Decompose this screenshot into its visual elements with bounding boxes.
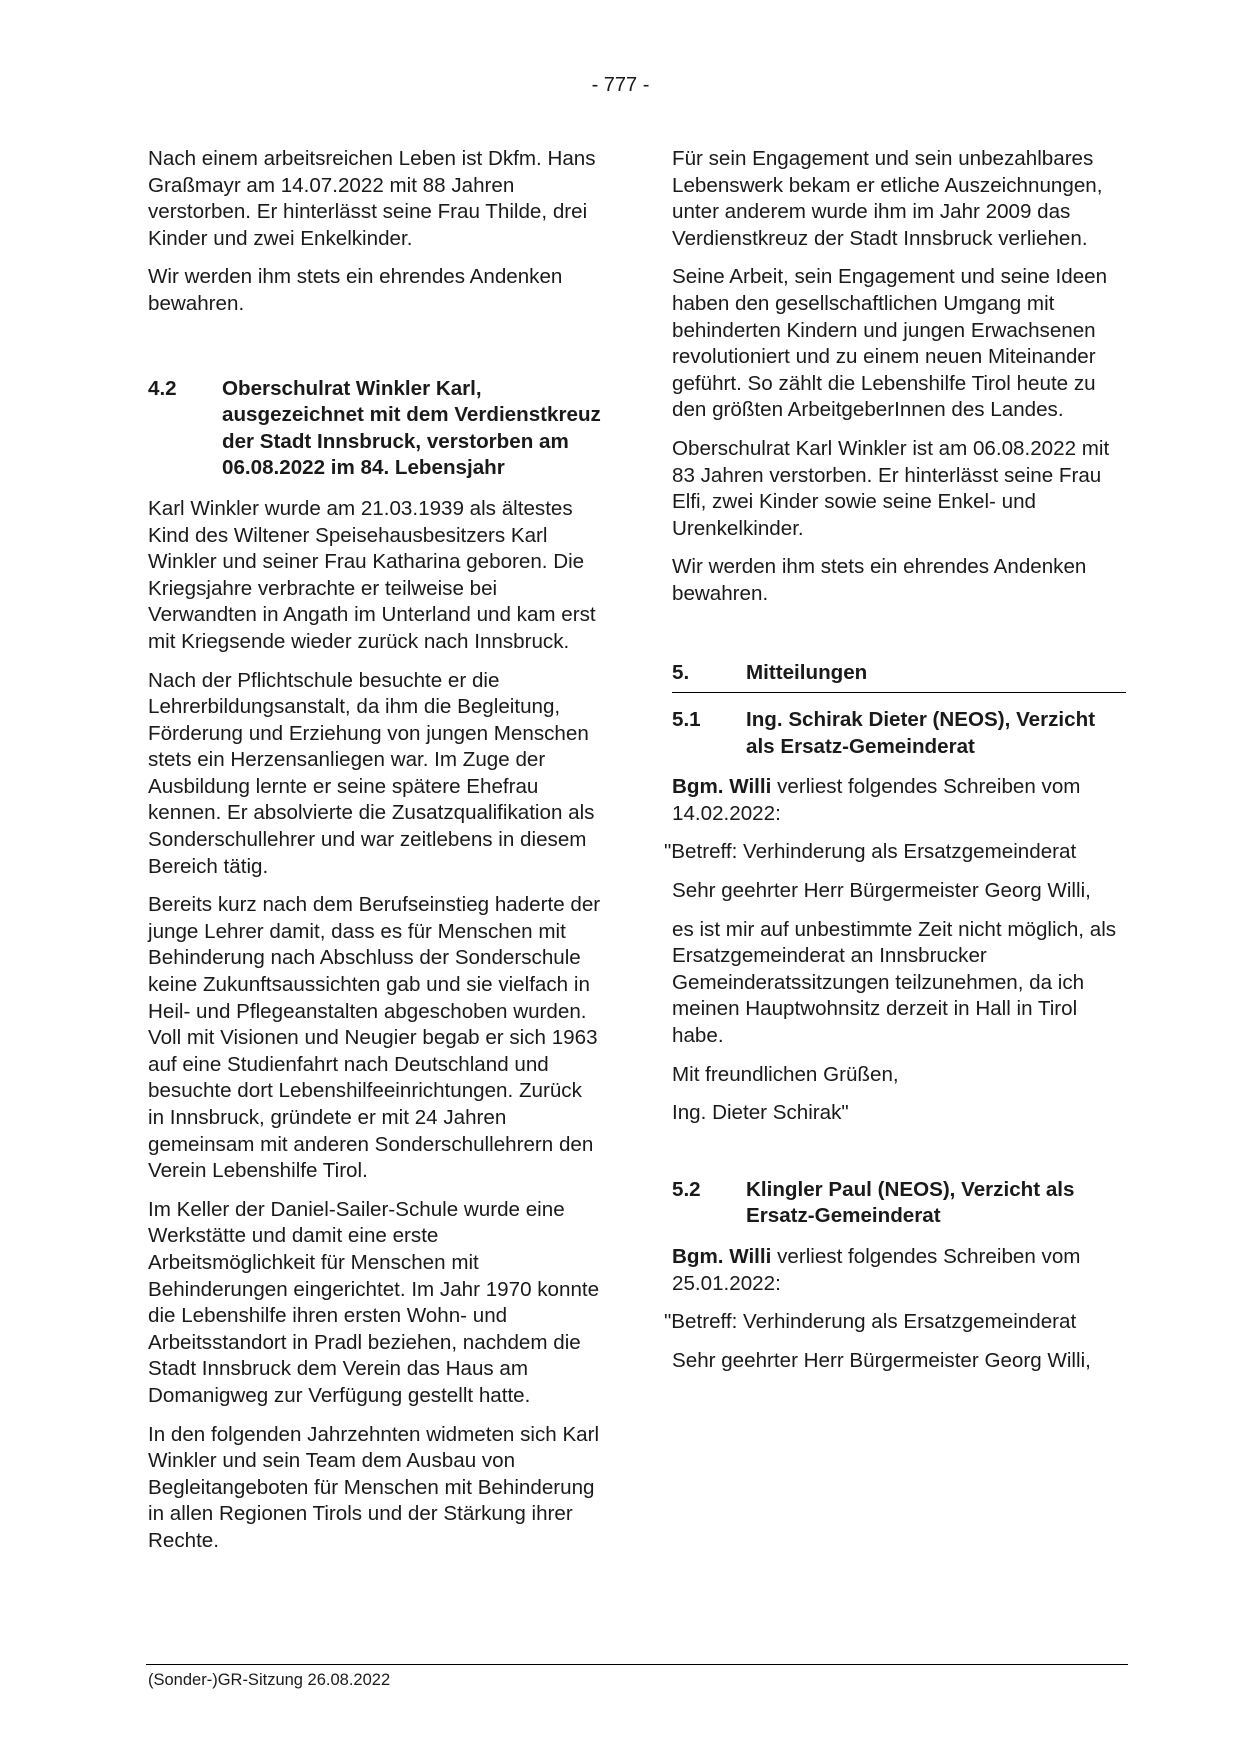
left-column bbox=[148, 146, 602, 1567]
page-number: - 777 - bbox=[591, 74, 650, 96]
paragraph: Nach einem arbeitsreichen Leben ist Dkfm. Hans Graßmayr am 14.07.2022 mit 88 Jahren verstorben. Er hinterlässt seine Frau Thilde, drei Kinder und zwei Enkelkinder. bbox=[148, 147, 596, 250]
paragraph: Karl Winkler wurde am 21.03.1939 als ältestes Kind des Wiltener Speisehausbesitzers Karl Winkler und seiner Frau Katharina geboren. Die Kriegsjahre verbrachte er teilweise bei Verwandten in Angath im Unterland und kam erst mit Kriegsende wieder zurück nach Innsbruck. bbox=[148, 496, 596, 653]
paragraph: Seine Arbeit, sein Engagement und seine Ideen haben den gesellschaftlichen Umgang mit behinderten Kindern und jungen Erwachsenen revolutioniert und zu einem neuen Miteinander geführt. So zählt die Lebenshilfe Tirol heute zu den größten ArbeitgeberInnen des Landes. bbox=[672, 265, 1108, 422]
paragraph: In den folgenden Jahrzehnten widmeten sich Karl Winkler und sein Team dem Ausbau von Begleitangeboten für Menschen mit Behinderung in allen Regionen Tirols und der Stärkung ihrer Rechte. bbox=[148, 1422, 600, 1552]
right-column bbox=[664, 146, 1126, 1386]
section-divider bbox=[672, 692, 1126, 693]
letter-salutation: Sehr geehrter Herr Bürgermeister Georg Willi, bbox=[672, 1348, 1091, 1372]
paragraph: Wir werden ihm stets ein ehrendes Andenken bewahren. bbox=[672, 555, 1087, 605]
letter-subject: "Betreff: Verhinderung als Ersatzgemeinderat bbox=[664, 840, 1077, 864]
letter-intro bbox=[672, 774, 1126, 827]
intro-text: verliest folgendes Schreiben vom 14.02.2022: bbox=[672, 775, 1081, 825]
letter-subject: "Betreff: Verhinderung als Ersatzgemeinderat bbox=[664, 1310, 1077, 1334]
letter-salutation: Sehr geehrter Herr Bürgermeister Georg Willi, bbox=[672, 879, 1091, 903]
section-heading-5 bbox=[672, 660, 1126, 687]
section-number: 5.2 bbox=[672, 1177, 701, 1201]
section-title: Mitteilungen bbox=[746, 660, 868, 684]
section-title: Oberschulrat Winkler Karl, ausgezeichnet mit dem Verdienstkreuz der Stadt Innsbruck, verstorben am 06.08.2022 im 84. Lebensjahr bbox=[222, 376, 601, 480]
speaker-name: Bgm. Willi bbox=[672, 775, 772, 799]
paragraph: Im Keller der Daniel-Sailer-Schule wurde eine Werkstätte und damit eine erste Arbeitsmöglichkeit für Menschen mit Behinderungen eingerichtet. Im Jahr 1970 konnte die Lebenshilfe ihren ersten Wohn- und Arbeitsstandort in Pradl beziehen, nachdem die Stadt Innsbruck dem Verein das Haus am Domanigweg zur Verfügung gestellt hatte. bbox=[148, 1197, 600, 1407]
paragraph: Nach der Pflichtschule besuchte er die Lehrerbildungsanstalt, da ihm die Begleitung, Förderung und Erziehung von jungen Menschen stets ein Herzensanliegen war. Im Zuge der Ausbildung lernte er seine spätere Ehefrau kennen. Er absolvierte die Zusatzqualifikation als Sonderschullehrer und war zeitlebens in diesem Bereich tätig. bbox=[148, 668, 595, 878]
paragraph: Oberschulrat Karl Winkler ist am 06.08.2022 mit 83 Jahren verstorben. Er hinterlässt seine Frau Elfi, zwei Kinder sowie seine Enkel- und Urenkelkinder. bbox=[672, 436, 1110, 540]
section-number: 5.1 bbox=[672, 708, 701, 732]
speaker-name: Bgm. Willi bbox=[672, 1245, 772, 1268]
section-number: 4.2 bbox=[148, 376, 177, 400]
footer-divider bbox=[146, 1664, 1128, 1665]
letter-closing: Mit freundlichen Grüßen, bbox=[672, 1062, 899, 1086]
section-title: Klingler Paul (NEOS), Verzicht als Ersatz-Gemeinderat bbox=[746, 1177, 1075, 1228]
paragraph: Für sein Engagement und sein unbezahlbares Lebenswerk bekam er etliche Auszeichnungen, unter anderem wurde ihm im Jahr 2009 das Verdienstkreuz der Stadt Innsbruck verliehen. bbox=[672, 147, 1103, 250]
letter-body: es ist mir auf unbestimmte Zeit nicht möglich, als Ersatzgemeinderat an Innsbrucker Gemeinderatssitzungen teilzunehmen, da ich meinen Hauptwohnsitz derzeit in Hall in Tirol habe. bbox=[672, 917, 1117, 1048]
section-heading-5-1 bbox=[672, 707, 1126, 760]
section-title: Ing. Schirak Dieter (NEOS), Verzicht als Ersatz-Gemeinderat bbox=[746, 708, 1096, 758]
paragraph: Wir werden ihm stets ein ehrendes Andenken bewahren. bbox=[148, 265, 563, 315]
intro-text: verliest folgendes Schreiben vom 25.01.2022: bbox=[672, 1245, 1081, 1295]
letter-signature: Ing. Dieter Schirak" bbox=[672, 1101, 849, 1125]
paragraph: Bereits kurz nach dem Berufseinstieg haderte der junge Lehrer damit, dass es für Menschen mit Behinderung nach Abschluss der Sonderschule keine Zukunftsaussichten gab und sie vielfach in Heil- und Pflegeanstalten abgeschoben wurden. Voll mit Visionen und Neugier begab er sich 1963 auf eine Studienfahrt nach Deutschland und besuchte dort Lebenshilfeeinrichtungen. Zurück in Innsbruck, gründete er mit 24 Jahren gemeinsam mit anderen Sonderschullehrern den Verein Lebenshilfe Tirol. bbox=[148, 893, 601, 1183]
footer-text: (Sonder-)GR-Sitzung 26.08.2022 bbox=[148, 1671, 391, 1689]
section-number: 5. bbox=[672, 660, 690, 684]
section-heading-5-2 bbox=[672, 1177, 1126, 1230]
section-heading-4-2 bbox=[148, 376, 602, 482]
letter-intro bbox=[672, 1244, 1126, 1297]
